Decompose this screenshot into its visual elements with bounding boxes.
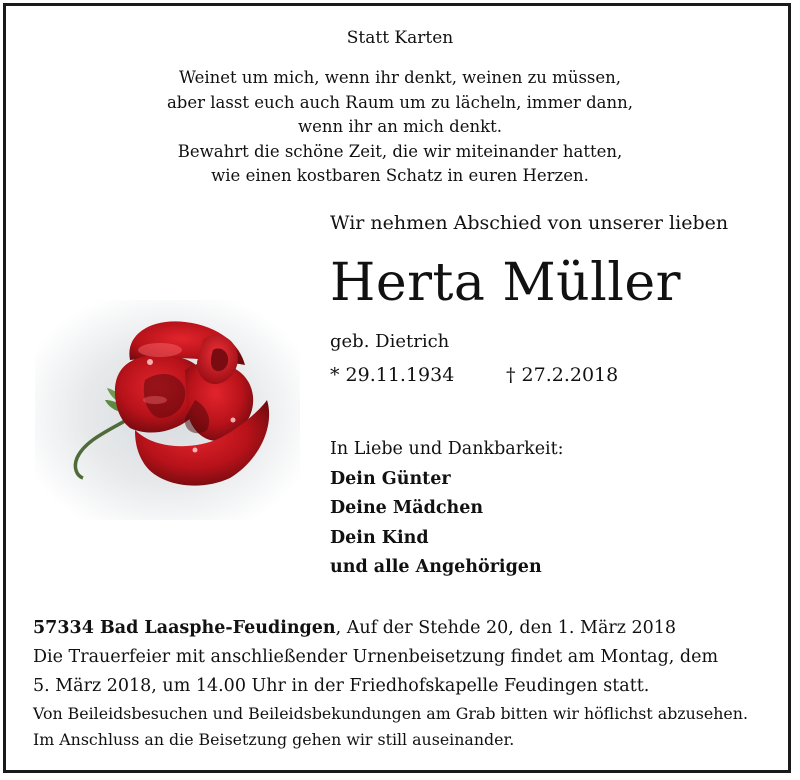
mourner-name: Deine Mädchen	[330, 498, 484, 518]
poem-line: wie einen kostbaren Schatz in euren Herzen.	[211, 166, 589, 185]
life-dates	[330, 364, 630, 390]
closing-note: Im Anschluss an die Beisetzung gehen wir still auseinander.	[33, 730, 515, 749]
address-date: , Auf der Stehde 20, den 1. März 2018	[335, 618, 677, 638]
mourners-block	[330, 435, 564, 583]
poem	[0, 66, 800, 189]
poem-line: Bewahrt die schöne Zeit, die wir miteinander hatten,	[177, 141, 623, 161]
deceased-name: Herta Müller	[330, 253, 682, 313]
place-date-line	[33, 614, 748, 643]
poem-line: aber lasst euch auch Raum um zu lächeln, immer dann,	[166, 92, 634, 112]
service-info	[33, 614, 748, 753]
place-name: 57334 Bad Laasphe-Feudingen	[33, 618, 336, 638]
service-line: 5. März 2018, um 14.00 Uhr in der Friedhofskapelle Feudingen statt.	[33, 676, 650, 696]
birth-date: * 29.11.1934	[330, 364, 455, 386]
mourner-name: und alle Angehörigen	[330, 557, 542, 577]
poem-line: Weinet um mich, wenn ihr denkt, weinen zu müssen,	[178, 68, 622, 87]
mourner-name: Dein Kind	[330, 527, 429, 548]
death-date: † 27.2.2018	[506, 364, 619, 386]
mourners-intro: In Liebe und Dankbarkeit:	[330, 439, 564, 459]
service-line: Die Trauerfeier mit anschließender Urnenbeisetzung findet am Montag, dem	[33, 647, 719, 667]
farewell-intro: Wir nehmen Abschied von unserer lieben	[330, 212, 729, 234]
mourner-name: Dein Günter	[330, 468, 451, 489]
maiden-name: geb. Dietrich	[330, 331, 450, 352]
statt-karten-heading: Statt Karten	[346, 28, 454, 48]
condolence-note: Von Beileidsbesuchen und Beileidsbekundungen am Grab bitten wir höflichst abzusehen.	[33, 704, 748, 723]
poem-line: wenn ihr an mich denkt.	[298, 117, 502, 136]
rose-image	[35, 300, 300, 520]
